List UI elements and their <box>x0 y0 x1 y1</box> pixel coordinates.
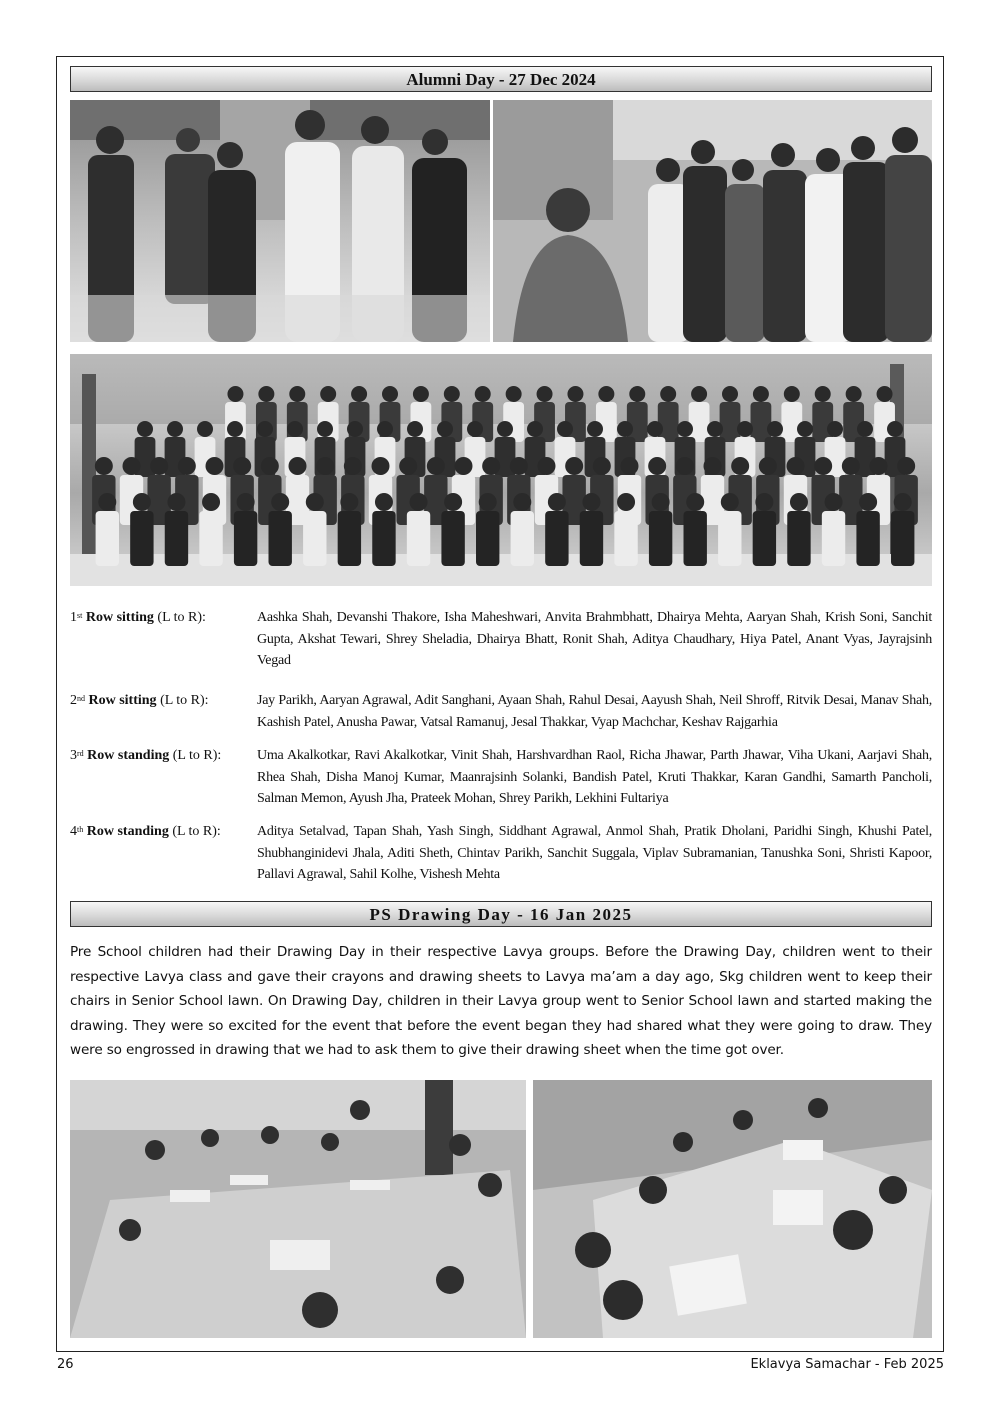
row-3-label: 3rd Row standing (L to R): <box>70 748 222 763</box>
publication-footer: Eklavya Samachar - Feb 2025 <box>750 1357 944 1372</box>
row-2-names: Jay Parikh, Aaryan Agrawal, Adit Sanghani, Ayaan Shah, Rahul Desai, Aayush Shah, Neil Shroff, Ritvik Desai, Manav Shah, Kashish Patel, Anusha Pawar, Vatsal Ramanuj, Jesal Thakkar, Vyap Machchar, Keshav Rajgarhia <box>257 693 932 730</box>
children-drawing-photo-2 <box>533 1080 932 1338</box>
row-3-names: Uma Akalkotkar, Ravi Akalkotkar, Vinit Shah, Harshvardhan Raol, Richa Jhawar, Parth Jhawar, Viha Ukani, Aarjavi Shah, Rhea Shah, Disha Manoj Kumar, Maanrajsinh Solanki, Bandish Patel, Kruti Thakkar, Karan Gandhi, Samarth Pancholi, Salman Memon, Ayush Jha, Prateek Mohan, Shrey Parikh, Lekhini Fultariya <box>257 748 932 806</box>
drawing-day-heading: PS Drawing Day - 16 Jan 2025 <box>70 901 932 927</box>
row-1-names: Aashka Shah, Devanshi Thakore, Isha Maheshwari, Anvita Brahmbhatt, Dhairya Mehta, Aaryan Shah, Krish Soni, Sanchit Gupta, Akshat Tewari, Shrey Sheladia, Dhairya Bhatt, Ronit Shah, Aditya Chaudhary, Hiya Patel, Anant Vyas, Jayrajsinh Vegad <box>257 610 932 668</box>
row-4-label: 4th Row standing (L to R): <box>70 824 221 839</box>
alumni-day-heading: Alumni Day - 27 Dec 2024 <box>70 66 932 92</box>
alumni-group-photo <box>70 354 932 586</box>
page-number: 26 <box>57 1357 74 1372</box>
drawing-day-paragraph: Pre School children had their Drawing Day in their respective Lavya groups. Before the Drawing Day, children went to their respective Lavya class and gave their crayons and drawing sheets to Lavya ma’am a day ago, Skg children went to keep their chairs in Senior School lawn. On Drawing Day, children in their Lavya group went to Senior School lawn and started making the drawing. They were so excited for the event that before the event began they had shared what they were going to draw. They were so engrossed in drawing that we had to ask them to give their drawing sheet when the time got over. <box>70 944 932 1058</box>
alumni-teacher-photo <box>493 100 932 342</box>
row-1-label: 1st Row sitting (L to R): <box>70 610 206 625</box>
alumni-standing-photo <box>70 100 490 342</box>
row-2-label: 2nd Row sitting (L to R): <box>70 693 209 708</box>
row-4-names: Aditya Setalvad, Tapan Shah, Yash Singh, Siddhant Agrawal, Anmol Shah, Pratik Dholani, Paridhi Singh, Khushi Patel, Shubhanginidevi Jhala, Aditi Sheth, Chintav Parikh, Sanchit Suggala, Viplav Subramanian, Tanushka Soni, Shristi Kapoor, Pallavi Agrawal, Sahil Kolhe, Vishesh Mehta <box>257 824 932 882</box>
children-drawing-photo-1 <box>70 1080 526 1338</box>
